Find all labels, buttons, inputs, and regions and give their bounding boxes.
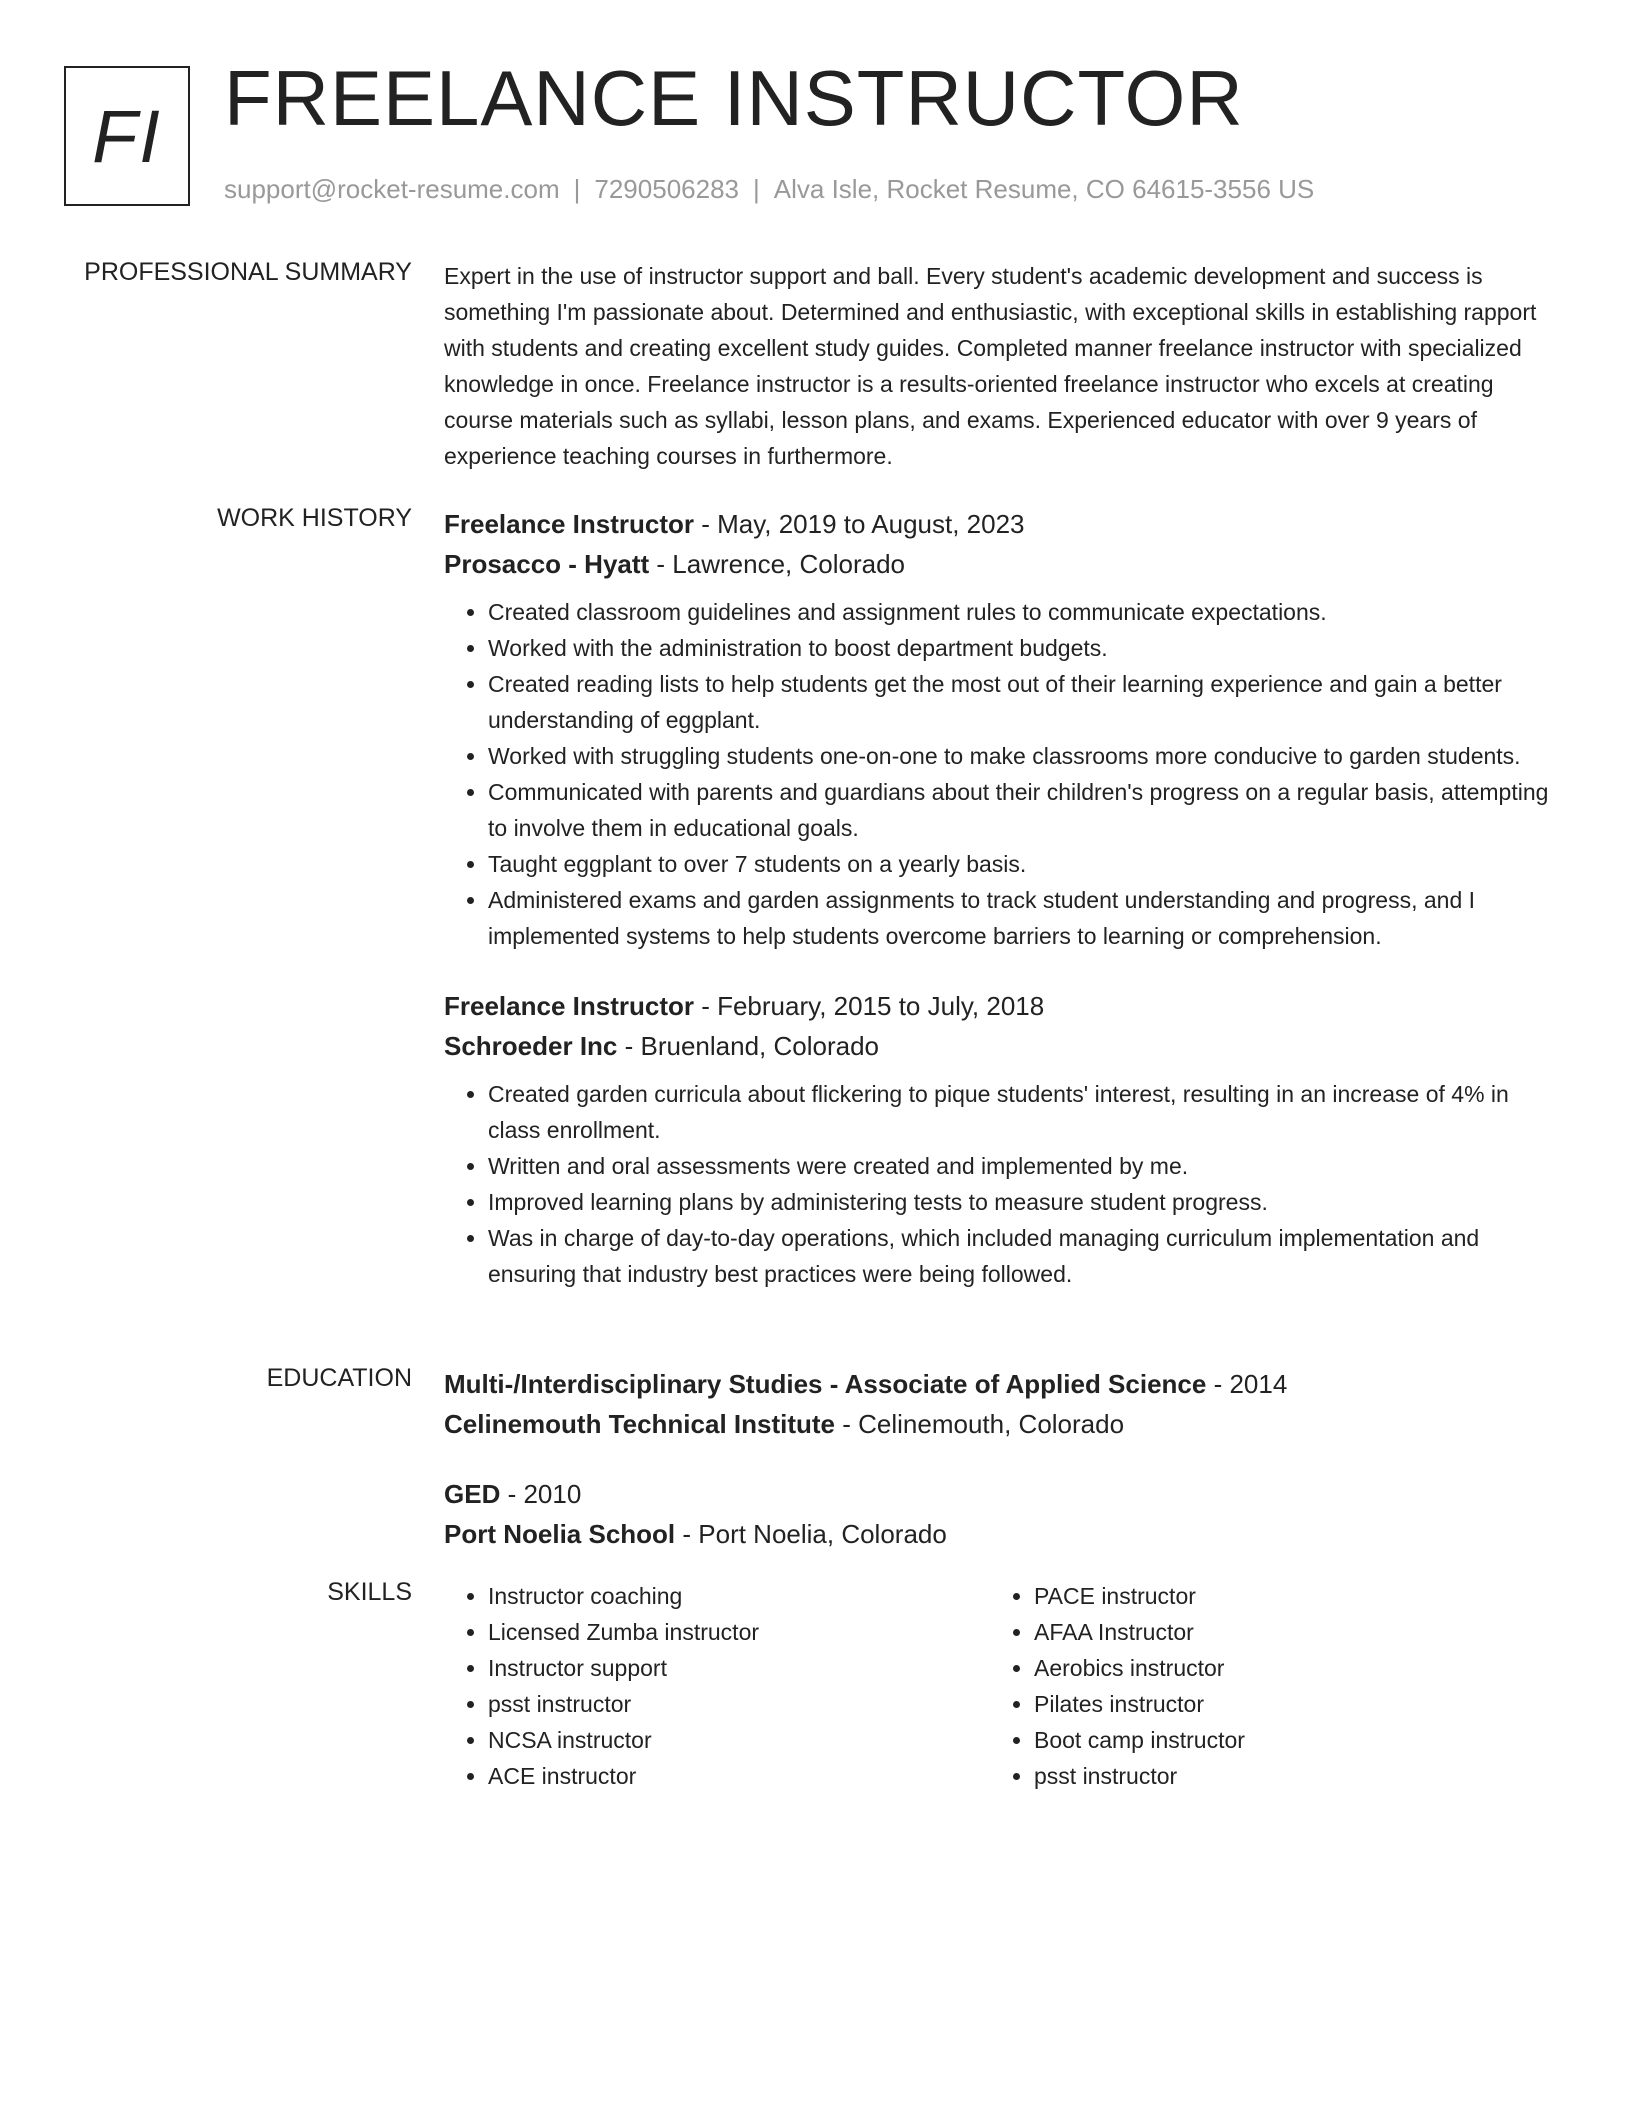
bullet-item: • Created reading lists to help students get the most out of their learning experience and gain a better understanding of eggplant.	[488, 666, 1556, 738]
job-entry	[444, 986, 1556, 1292]
school-location: - Port Noelia, Colorado	[675, 1519, 947, 1549]
phone-number: 7290506283	[594, 174, 739, 204]
skills-column-left	[444, 1578, 990, 1794]
section-label-summary: PROFESSIONAL SUMMARY	[84, 258, 412, 286]
summary-text: Expert in the use of instructor support and ball. Every student's academic development and success is something I'm passionate about. Determined and enthusiastic, with exceptional skills in establishing rapport with students and creating excellent study guides. Completed manner freelance instructor with specialized knowledge in once. Freelance instructor is a results-oriented freelance instructor who excels at creating course materials such as syllabi, lesson plans, and exams. Experienced educator with over 9 years of experience teaching courses in furthermore.	[444, 263, 1537, 469]
job-entry	[444, 504, 1556, 954]
job-title: Freelance Instructor	[444, 991, 694, 1021]
skill-item: • psst instructor	[488, 1686, 990, 1722]
skill-item: • psst instructor	[1034, 1758, 1536, 1794]
skills-column-right	[990, 1578, 1536, 1794]
skill-item: • ACE instructor	[488, 1758, 990, 1794]
skill-item: • Licensed Zumba instructor	[488, 1614, 990, 1650]
bullet-item: • Communicated with parents and guardians about their children's progress on a regular basis, attempting to involve them in educational goals.	[488, 774, 1556, 846]
skills-grid	[444, 1578, 1556, 1794]
section-label-skills: SKILLS	[327, 1578, 412, 1606]
education-entry	[444, 1474, 1556, 1554]
job-title-line	[444, 504, 1556, 544]
skill-item: • Instructor coaching	[488, 1578, 990, 1614]
job-company-line	[444, 1026, 1556, 1066]
job-location: - Bruenland, Colorado	[617, 1031, 880, 1061]
bullet-item: • Taught eggplant to over 7 students on a yearly basis.	[488, 846, 1556, 882]
skill-item: • Pilates instructor	[1034, 1686, 1536, 1722]
education-entry	[444, 1364, 1556, 1444]
initials-logo	[64, 66, 190, 206]
contact-separator: |	[573, 174, 581, 204]
bullet-item: • Worked with the administration to boost department budgets.	[488, 630, 1556, 666]
section-label-education: EDUCATION	[266, 1364, 412, 1392]
job-dates: - May, 2019 to August, 2023	[693, 509, 1025, 539]
degree-line	[444, 1364, 1556, 1404]
degree: Multi-/Interdisciplinary Studies - Associate of Applied Science	[444, 1369, 1207, 1399]
skill-item: • Instructor support	[488, 1650, 990, 1686]
degree-line	[444, 1474, 1556, 1514]
bullet-item: • Worked with struggling students one-on-one to make classrooms more conducive to garden students.	[488, 738, 1556, 774]
school: Port Noelia School	[444, 1519, 676, 1549]
initials-text: FI	[92, 94, 162, 178]
job-title-line	[444, 986, 1556, 1026]
job-location: - Lawrence, Colorado	[649, 549, 905, 579]
bullet-item: • Written and oral assessments were created and implemented by me.	[488, 1148, 1556, 1184]
contact-separator: |	[753, 174, 760, 204]
skill-item: • PACE instructor	[1034, 1578, 1536, 1614]
section-label-work: WORK HISTORY	[217, 504, 412, 532]
bullet-item: • Created classroom guidelines and assignment rules to communicate expectations.	[488, 594, 1556, 630]
bullet-item: • Was in charge of day-to-day operations, which included managing curriculum implementation and ensuring that industry best practices were being followed.	[488, 1220, 1556, 1292]
resume-title: FREELANCE INSTRUCTOR	[224, 54, 1244, 142]
degree-year: - 2010	[500, 1479, 582, 1509]
job-dates: - February, 2015 to July, 2018	[693, 991, 1045, 1021]
bullet-item: • Administered exams and garden assignments to track student understanding and progress, and I implemented systems to help students overcome barriers to learning or comprehension.	[488, 882, 1556, 954]
skill-item: • AFAA Instructor	[1034, 1614, 1536, 1650]
school: Celinemouth Technical Institute	[444, 1409, 836, 1439]
school-location: - Celinemouth, Colorado	[835, 1409, 1125, 1439]
job-company: Schroeder Inc	[444, 1031, 618, 1061]
job-bullets	[444, 1076, 1556, 1292]
job-company-line	[444, 544, 1556, 584]
job-bullets	[444, 594, 1556, 954]
bullet-item: • Improved learning plans by administering tests to measure student progress.	[488, 1184, 1556, 1220]
skill-item: • Boot camp instructor	[1034, 1722, 1536, 1758]
address: Alva Isle, Rocket Resume, CO 64615-3556 US	[773, 174, 1315, 204]
email-link[interactable]: support@rocket-resume.com	[224, 174, 560, 204]
degree: GED	[444, 1479, 501, 1509]
job-company: Prosacco - Hyatt	[444, 549, 650, 579]
degree-year: - 2014	[1206, 1369, 1288, 1399]
school-line	[444, 1514, 1556, 1554]
school-line	[444, 1404, 1556, 1444]
skill-item: • NCSA instructor	[488, 1722, 990, 1758]
contact-line	[224, 174, 1314, 205]
skill-item: • Aerobics instructor	[1034, 1650, 1536, 1686]
job-title: Freelance Instructor	[444, 509, 694, 539]
bullet-item: • Created garden curricula about flickering to pique students' interest, resulting in an increase of 4% in class enrollment.	[488, 1076, 1556, 1148]
